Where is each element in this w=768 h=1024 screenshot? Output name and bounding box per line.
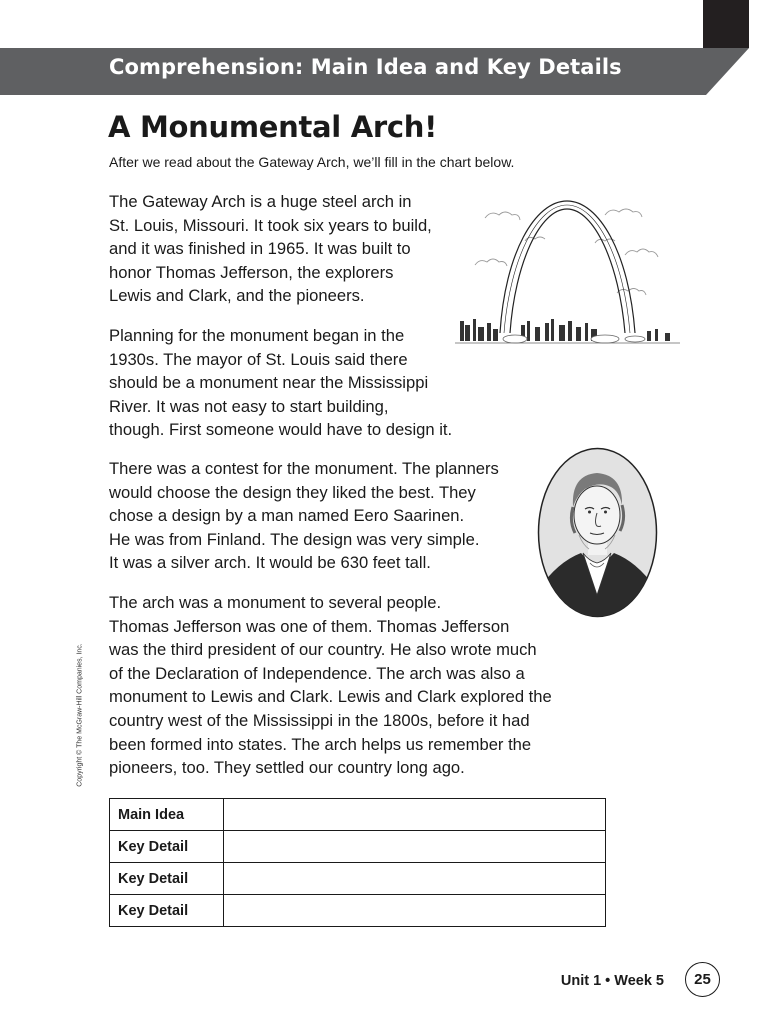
paragraph-line: would choose the design they liked the best. They [109, 482, 476, 502]
table-row [110, 799, 606, 831]
paragraph-line: should be a monument near the Mississippi [109, 373, 429, 393]
paragraph-line: and it was finished in 1965. It was built to [109, 239, 411, 259]
table-row [110, 895, 606, 927]
row-label: Main Idea [110, 799, 224, 831]
paragraph-line: There was a contest for the monument. The planners [109, 459, 499, 478]
corner-tab [703, 0, 749, 48]
paragraph-line: monument to Lewis and Clark. Lewis and Clark explored the [109, 687, 552, 707]
paragraph-line: been formed into states. The arch helps us remember the [109, 734, 532, 754]
paragraph-line: was the third president of our country. He also wrote much [109, 640, 537, 660]
paragraph-line: chose a design by a man named Eero Saarinen. [109, 506, 465, 526]
paragraph-line: It was a silver arch. It would be 630 feet tall. [109, 553, 431, 573]
copyright-text: Copyright © The McGraw-Hill Companies, Inc. [76, 643, 84, 787]
table-row [110, 831, 606, 863]
thomas-jefferson-portrait-icon [535, 445, 660, 620]
answer-cell[interactable] [224, 895, 606, 927]
paragraph-line: River. It was not easy to start building, [109, 396, 389, 416]
paragraph-line: pioneers, too. They settled our country long ago. [109, 758, 465, 778]
paragraph-line: St. Louis, Missouri. It took six years to build, [109, 215, 432, 235]
answer-cell[interactable] [224, 799, 606, 831]
paragraph-2 [109, 324, 452, 442]
paragraph-line: Thomas Jefferson was one of them. Thomas Jefferson [109, 616, 510, 636]
row-label: Key Detail [110, 895, 224, 927]
section-banner [0, 48, 749, 95]
paragraph-line: though. First someone would have to design it. [109, 420, 453, 440]
paragraph-line: He was from Finland. The design was very simple. [109, 529, 480, 549]
row-label: Key Detail [110, 831, 224, 863]
unit-week-label: Unit 1 • Week 5 [560, 973, 664, 989]
paragraph-line: Lewis and Clark, and the pioneers. [109, 286, 365, 306]
paragraph-line: of the Declaration of Independence. The arch was also a [109, 663, 525, 683]
paragraph-1 [109, 190, 432, 308]
page-title: A Monumental Arch! [108, 110, 438, 144]
page-number: 25 [685, 962, 720, 997]
paragraph-line: 1930s. The mayor of St. Louis said there [109, 349, 408, 369]
main-idea-chart [109, 798, 606, 927]
paragraph-line: The Gateway Arch is a huge steel arch in [109, 192, 412, 211]
paragraph-line: Planning for the monument began in the [109, 326, 405, 345]
intro-text: After we read about the Gateway Arch, we’ll fill in the chart below. [109, 154, 515, 170]
paragraph-line: country west of the Mississippi in the 1800s, before it had [109, 710, 530, 730]
banner-title: Comprehension: Main Idea and Key Details [109, 55, 622, 79]
answer-cell[interactable] [224, 831, 606, 863]
paragraph-line: The arch was a monument to several people. [109, 593, 442, 612]
table-row [110, 863, 606, 895]
paragraph-line: honor Thomas Jefferson, the explorers [109, 262, 394, 282]
paragraph-4 [109, 591, 552, 780]
paragraph-3 [109, 457, 499, 575]
row-label: Key Detail [110, 863, 224, 895]
gateway-arch-icon [455, 193, 680, 348]
answer-cell[interactable] [224, 863, 606, 895]
